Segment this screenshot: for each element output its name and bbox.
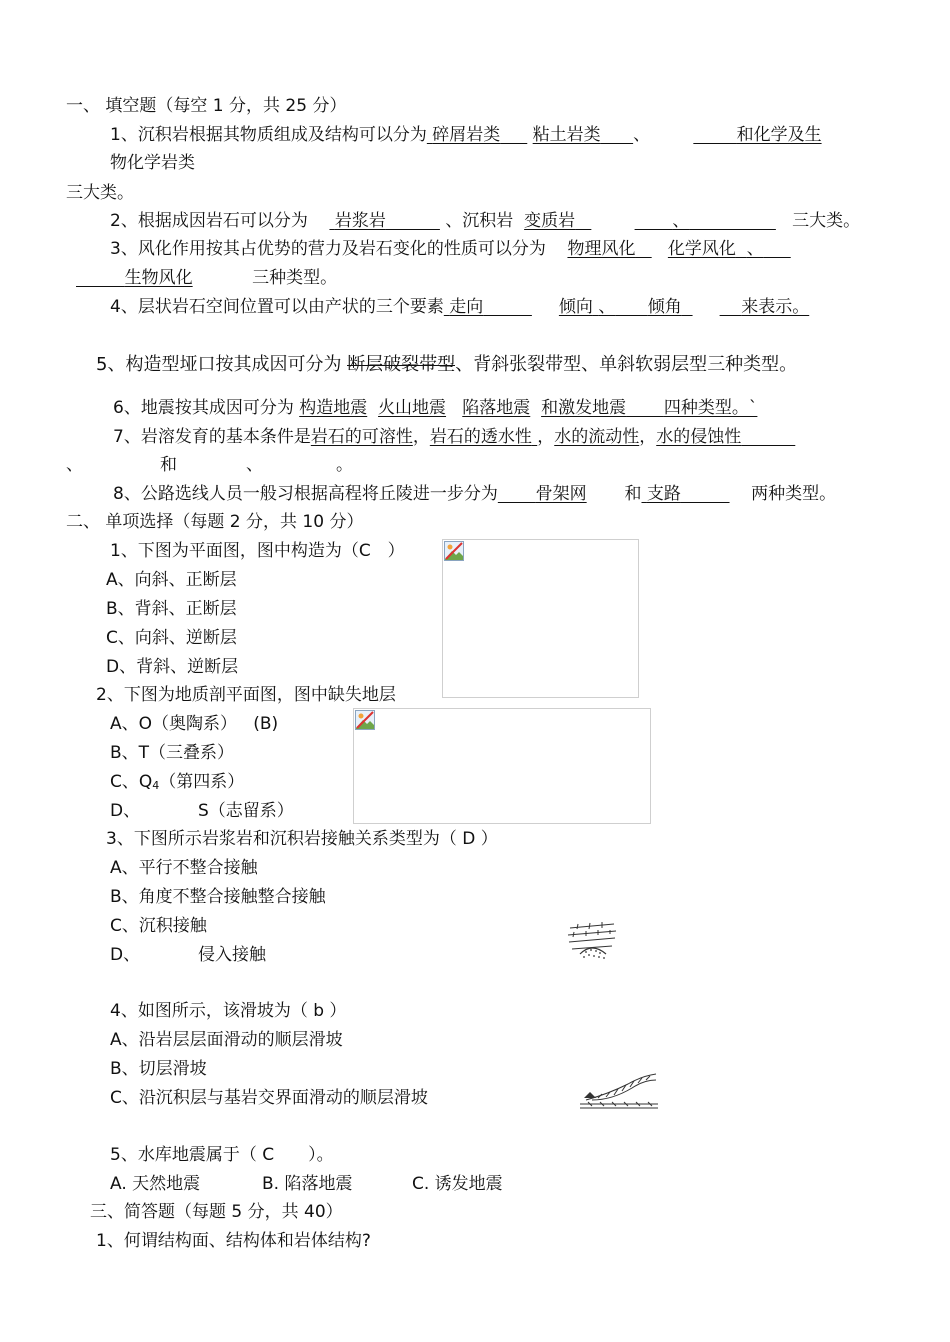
section-3-title: 三、简答题（每题 5 分，共 40）	[90, 1202, 343, 1222]
q1-7-line2-b: 和	[160, 455, 177, 475]
q2-3-option-d-text: 侵入接触	[198, 945, 266, 965]
q1-1-tail: 三大类。	[66, 183, 134, 203]
q2-2-option-b: B、T（三叠系）	[110, 743, 235, 763]
q2-3-stem: 3、下图所示岩浆岩和沉积岩接触关系类型为（ D ）	[106, 829, 498, 849]
q2-2-stem: 2、下图为地质剖平面图，图中缺失地层	[96, 685, 396, 705]
q2-2-option-d: D、	[110, 801, 141, 821]
landslide-figure	[578, 1070, 660, 1112]
q1-1-lead: 1、沉积岩根据其物质组成及结构可以分为	[110, 125, 427, 145]
q2-1-option-a: A、向斜、正断层	[106, 570, 237, 590]
q1-7-answer-2: 岩石的透水性	[429, 427, 532, 447]
q2-5-option-c: C. 诱发地震	[412, 1174, 503, 1194]
q2-2-answer: (B)	[253, 714, 279, 734]
q2-5-stem: 5、水库地震属于（ C ）。	[110, 1145, 334, 1165]
q1-1-answer-2: 粘土岩类	[532, 125, 601, 145]
q1-1-answer-1: 碎屑岩类	[432, 125, 501, 145]
q1-6-answer-3: 陷落地震	[462, 398, 531, 418]
q1-1-line2: 物化学岩类	[110, 153, 195, 173]
q2-2-option-a: A、O（奥陶系） (B)	[110, 714, 279, 734]
broken-image-icon	[444, 541, 464, 561]
q1-3-line2: 生物风化 三种类型。	[76, 267, 337, 289]
broken-image-icon	[355, 710, 375, 730]
q1-8: 8、公路选线人员一般习根据高程将丘陵进一步分为 骨架网 和 支路 两种类型。	[113, 484, 837, 504]
q2-2-option-c: C、$Q_4$（第四系）	[110, 772, 245, 792]
q1-7-line2-c: 、	[246, 455, 263, 475]
intrusion-contact-figure	[566, 920, 618, 962]
q1-4-answer-1: 走向	[449, 297, 484, 317]
q1-3-answer-2: 化学风化 、	[667, 239, 764, 259]
q2-1-stem: 1、下图为平面图，图中构造为（C ）	[110, 541, 405, 561]
q1-3-answer-3: 生物风化	[124, 268, 193, 288]
q2-2-option-d-text: S（志留系）	[198, 801, 294, 821]
q1-6-answer-2: 火山地震	[378, 398, 447, 418]
q1-7-line1: 7、岩溶发育的基本条件是岩石的可溶性，岩石的透水性 ，水的流动性，水的侵蚀性	[113, 426, 795, 448]
q1-7-answer-4: 水的侵蚀性	[656, 427, 742, 447]
q1-7-line2-a: 、	[66, 455, 83, 475]
q1-7-line2-d: 。	[336, 455, 353, 475]
q1-7-answer-3: 水的流动性	[554, 427, 640, 447]
q1-4-answer-2: 倾向 、 倾角	[558, 297, 682, 317]
q1-8-answer-2: 支路	[646, 484, 681, 504]
q1-6-answer-1: 构造地震	[299, 398, 368, 418]
q2-3-option-d: D、	[110, 945, 141, 965]
q1-6-answer-4: 和激发地震	[541, 398, 627, 418]
q2-4-option-b: B、切层滑坡	[110, 1059, 207, 1079]
q2-4-stem: 4、如图所示，该滑坡为（ b ）	[110, 1001, 347, 1021]
q1-3-answer-1: 物理风化	[567, 239, 636, 259]
q2-4-option-c: C、沿沉积层与基岩交界面滑动的顺层滑坡	[110, 1088, 428, 1108]
q1-5: 5、构造型垭口按其成因可分为 断层破裂带型、背斜张裂带型、单斜软弱层型三种类型。	[96, 354, 798, 375]
q2-1-option-b: B、背斜、正断层	[106, 599, 237, 619]
q1-2-answer-2: 变质岩	[524, 211, 576, 231]
section-2-title: 二、 单项选择（每题 2 分，共 10 分）	[66, 512, 364, 532]
q2-1-option-d: D、背斜、逆断层	[106, 657, 239, 677]
q2-5-option-a: A. 天然地震	[110, 1174, 201, 1194]
q3-1: 1、何谓结构面、结构体和岩体结构?	[96, 1231, 371, 1251]
q1-1-line1: 1、沉积岩根据其物质组成及结构可以分为 碎屑岩类 粘土岩类 、 和化学及生	[110, 125, 822, 145]
q2-1-option-c: C、向斜、逆断层	[106, 628, 237, 648]
q1-2: 2、根据成因岩石可以分为 岩浆岩 、沉积岩 变质岩 、 三大类。	[110, 211, 861, 231]
figure-cross-section-placeholder	[353, 708, 651, 824]
q2-4-option-a: A、沿岩层层面滑动的顺层滑坡	[110, 1030, 343, 1050]
q1-6: 6、地震按其成因可分为 构造地震 火山地震 陷落地震 和激发地震 四种类型。`	[113, 398, 758, 418]
q1-7-answer-1: 岩石的可溶性	[310, 427, 413, 447]
q1-5-answer-2: 背斜张裂带型、单斜软弱层型	[473, 354, 708, 375]
q1-3-line1: 3、风化作用按其占优势的营力及岩石变化的性质可以分为 物理风化 化学风化 、	[110, 238, 791, 260]
q1-5-answer-1-struck: 断层破裂带型	[347, 354, 456, 375]
q1-8-answer-1: 骨架网	[535, 484, 587, 504]
q1-4: 4、层状岩石空间位置可以由产状的三个要素 走向 倾向 、 倾角 来表示。	[110, 297, 810, 317]
figure-plan-map-placeholder	[442, 539, 639, 698]
q2-3-option-c: C、沉积接触	[110, 916, 207, 936]
section-1-title: 一、 填空题（每空 1 分，共 25 分）	[66, 96, 347, 116]
q1-1-answer-3: 和化学及生	[736, 125, 822, 145]
q1-2-answer-1: 岩浆岩	[334, 211, 386, 231]
q2-3-option-b: B、角度不整合接触整合接触	[110, 887, 326, 907]
q2-3-option-a: A、平行不整合接触	[110, 858, 258, 878]
q2-5-option-b: B. 陷落地震	[262, 1174, 353, 1194]
